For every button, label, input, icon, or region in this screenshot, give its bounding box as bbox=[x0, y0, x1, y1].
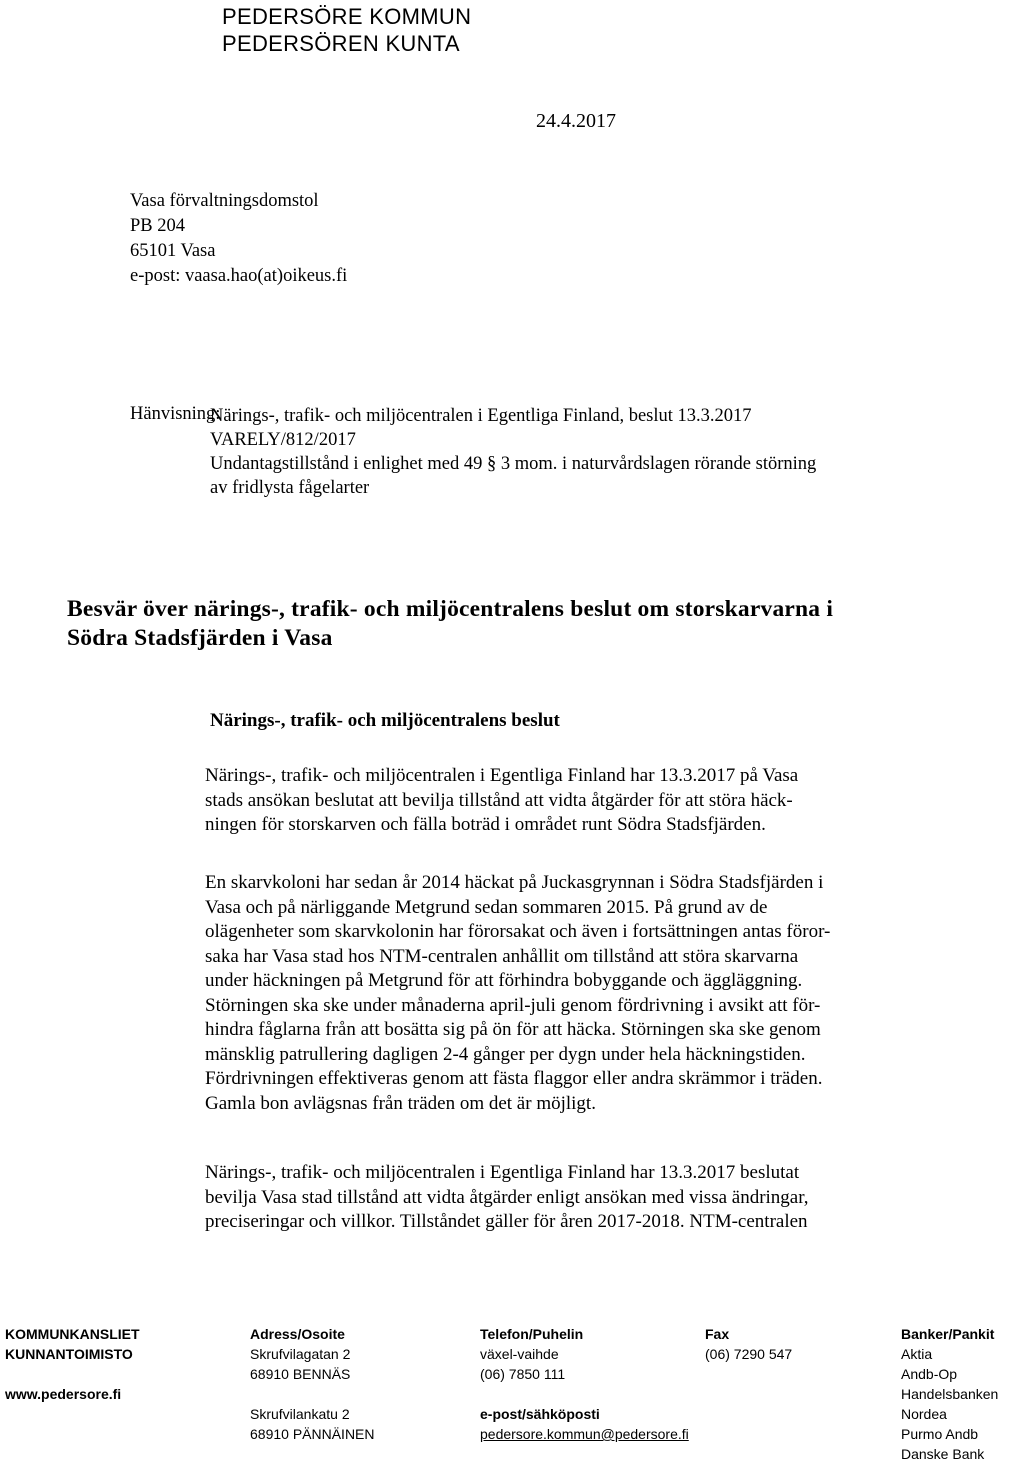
bank-item: Aktia bbox=[901, 1346, 933, 1362]
title-line: Södra Stadsfjärden i Vasa bbox=[67, 625, 333, 651]
recipient-email: e-post: vaasa.hao(at)oikeus.fi bbox=[130, 266, 348, 286]
phone-number: (06) 7850 111 bbox=[480, 1366, 566, 1382]
office-name-sv: KOMMUNKANSLIET bbox=[5, 1326, 140, 1342]
document-title bbox=[67, 595, 833, 653]
text-line: mänsklig patrullering dagligen 2-4 gånger per dygn under hela häckningstiden. bbox=[205, 1043, 806, 1065]
text-line: Gamla bon avlägsnas från träden om det är möjligt. bbox=[205, 1092, 596, 1114]
address-city: 68910 BENNÄS bbox=[250, 1366, 351, 1382]
municipality-name-sv: PEDERSÖRE KOMMUN bbox=[222, 4, 472, 29]
bank-item: Nordea bbox=[901, 1406, 947, 1422]
text-line: En skarvkoloni har sedan år 2014 häckat på Juckasgrynnan i Södra Stadsfjärden i bbox=[205, 872, 824, 893]
text-line: saka har Vasa stad hos NTM-centralen anhållit om tillstånd att störa skarvarna bbox=[205, 945, 799, 967]
paragraph-3 bbox=[205, 1161, 809, 1235]
reference-line: av fridlysta fågelarter bbox=[210, 478, 370, 498]
office-name-fi: KUNNANTOIMISTO bbox=[5, 1346, 133, 1362]
footer-office bbox=[5, 1324, 140, 1404]
email-label: e-post/sähköposti bbox=[480, 1406, 600, 1422]
phone-sub: växel-vaihde bbox=[480, 1346, 559, 1362]
banks-label: Banker/Pankit bbox=[901, 1326, 995, 1342]
footer-fax bbox=[705, 1324, 792, 1364]
address-label: Adress/Osoite bbox=[250, 1326, 345, 1342]
email-link[interactable]: pedersore.kommun@pedersore.fi bbox=[480, 1426, 689, 1442]
paragraph-1 bbox=[205, 764, 798, 838]
text-line: Närings-, trafik- och miljöcentralen i Egentliga Finland har 13.3.2017 på Vasa bbox=[205, 765, 799, 786]
text-line: stads ansökan beslutat att bevilja tillstånd att vidta åtgärder för att störa häck- bbox=[205, 789, 793, 811]
paragraph-2 bbox=[205, 871, 830, 1116]
website-link[interactable]: www.pedersore.fi bbox=[5, 1386, 122, 1402]
text-line: olägenheter som skarvkolonin har förorsakat och även i fortsättningen antas föror- bbox=[205, 921, 831, 942]
text-line: Vasa och på närliggande Metgrund sedan sommaren 2015. På grund av de bbox=[205, 896, 768, 918]
reference-line: VARELY/812/2017 bbox=[210, 430, 356, 450]
address-street-fi: Skrufvilankatu 2 bbox=[250, 1406, 350, 1422]
text-line: Störningen ska ske under månaderna april-juli genom fördrivning i avsikt att för- bbox=[205, 994, 821, 1016]
text-line: Närings-, trafik- och miljöcentralen i Egentliga Finland har 13.3.2017 beslutat bbox=[205, 1162, 800, 1183]
text-line: bevilja Vasa stad tillstånd att vidta åtgärder enligt ansökan med vissa ändringar, bbox=[205, 1186, 809, 1208]
reference-label: Hänvisning: bbox=[130, 404, 221, 424]
footer-banks bbox=[901, 1324, 998, 1464]
document-date: 24.4.2017 bbox=[536, 110, 616, 132]
section-heading: Närings-, trafik- och miljöcentralens beslut bbox=[210, 710, 560, 731]
reference-line: Undantagstillstånd i enlighet med 49 § 3 mom. i naturvårdslagen rörande störning bbox=[210, 454, 817, 474]
recipient-postal: 65101 Vasa bbox=[130, 241, 216, 261]
bank-item: Danske Bank bbox=[901, 1446, 985, 1462]
text-line: Fördrivningen effektiveras genom att fästa flaggor eller andra skrämmor i träden. bbox=[205, 1068, 823, 1089]
text-line: ningen för storskarven och fälla boträd i området runt Södra Stadsfjärden. bbox=[205, 814, 766, 835]
bank-item: Purmo Andb bbox=[901, 1426, 979, 1442]
text-line: preciseringar och villkor. Tillståndet gäller för åren 2017-2018. NTM-centralen bbox=[205, 1211, 808, 1232]
recipient-po-box: PB 204 bbox=[130, 216, 186, 236]
address-city-fi: 68910 PÄNNÄINEN bbox=[250, 1426, 375, 1442]
text-line: hindra fåglarna från att bosätta sig på ön för att häcka. Störningen ska ske genom bbox=[205, 1019, 821, 1040]
text-line: under häckningen på Metgrund för att förhindra bobyggande och äggläggning. bbox=[205, 970, 803, 991]
fax-number: (06) 7290 547 bbox=[705, 1346, 793, 1362]
recipient-name: Vasa förvaltningsdomstol bbox=[130, 191, 319, 211]
footer-address bbox=[250, 1324, 375, 1444]
recipient-address bbox=[130, 189, 347, 289]
title-line: Besvär över närings-, trafik- och miljöcentralens beslut om storskarvarna i bbox=[67, 596, 834, 622]
bank-item: Handelsbanken bbox=[901, 1386, 999, 1402]
municipality-name-fi: PEDERSÖREN KUNTA bbox=[222, 31, 460, 56]
footer-phone bbox=[480, 1324, 689, 1444]
address-street: Skrufvilagatan 2 bbox=[250, 1346, 351, 1362]
fax-label: Fax bbox=[705, 1326, 730, 1342]
phone-label: Telefon/Puhelin bbox=[480, 1326, 584, 1342]
reference-body bbox=[210, 404, 816, 500]
reference-line: Närings-, trafik- och miljöcentralen i Egentliga Finland, beslut 13.3.2017 bbox=[210, 406, 752, 426]
bank-item: Andb-Op bbox=[901, 1366, 958, 1382]
